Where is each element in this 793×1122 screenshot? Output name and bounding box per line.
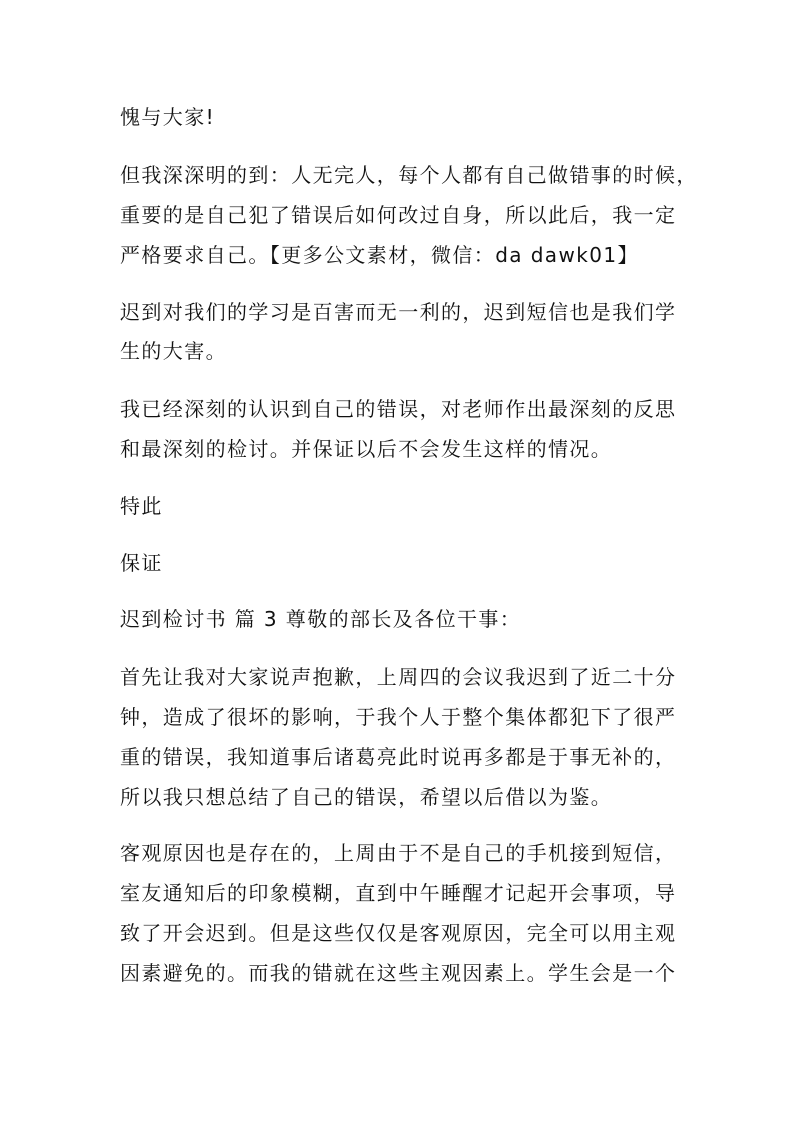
section-heading: 迟到检讨书 篇 3 尊敬的部长及各位干事： (120, 607, 522, 631)
text-line: 重要的是自己犯了错误后如何改过自身，所以此后，我一定 (120, 203, 677, 227)
text-line: 所以我只想总结了自己的错误，希望以后借以为鉴。 (120, 785, 613, 809)
text-line: 特此 (120, 494, 163, 518)
text-line: 钟，造成了很坏的影响，于我个人于整个集体都犯下了很严 (120, 705, 677, 729)
text-line: 因素避免的。而我的错就在这些主观因素上。学生会是一个 (120, 961, 677, 985)
text-line: 生的大害。 (120, 339, 227, 363)
text-line: 室友通知后的印象模糊，直到中午睡醒才记起开会事项，导 (120, 881, 677, 905)
text-line: 我已经深刻的认识到自己的错误，对老师作出最深刻的反思 (120, 397, 677, 421)
text-line: 严格要求自己。【更多公文素材，微信：da dawk01】 (120, 243, 639, 267)
text-line: 重的错误，我知道事后诸葛亮此时说再多都是于事无补的， (120, 745, 677, 769)
text-line: 但我深深明的到：人无完人，每个人都有自己做错事的时候， (120, 163, 698, 187)
text-line: 愧与大家! (120, 105, 216, 129)
text-line: 客观原因也是存在的，上周由于不是自己的手机接到短信， (120, 841, 677, 865)
text-line: 迟到对我们的学习是百害而无一利的，迟到短信也是我们学 (120, 300, 677, 324)
text-line: 致了开会迟到。但是这些仅仅是客观原因，完全可以用主观 (120, 921, 677, 945)
text-line: 和最深刻的检讨。并保证以后不会发生这样的情况。 (120, 437, 613, 461)
text-line: 首先让我对大家说声抱歉，上周四的会议我迟到了近二十分 (120, 665, 677, 689)
text-line: 保证 (120, 551, 163, 575)
